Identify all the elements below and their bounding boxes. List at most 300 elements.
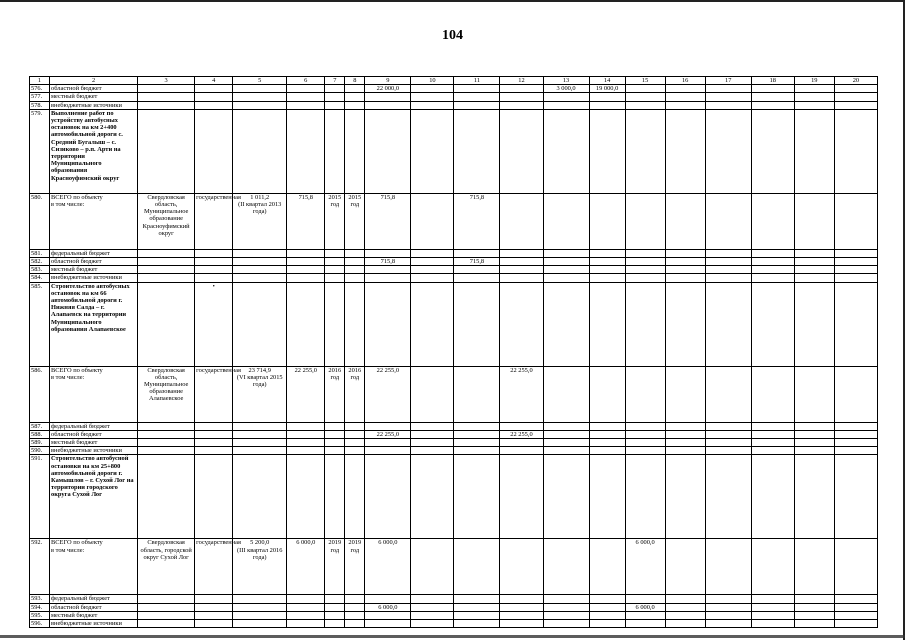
cell-col-17 (705, 455, 751, 539)
cell-col-4 (195, 620, 233, 628)
row-name: местный бюджет (50, 439, 138, 447)
cell-col-19 (794, 266, 834, 274)
row-number: 590. (30, 447, 50, 455)
cell-col-8: 2019 год (345, 539, 365, 595)
cell-col-19 (794, 249, 834, 257)
row-number: 584. (30, 274, 50, 282)
cell-col-11 (454, 101, 500, 109)
cell-col-10 (411, 595, 454, 603)
cell-col-3 (138, 85, 195, 93)
cell-col-17 (705, 422, 751, 430)
cell-col-4: • (195, 282, 233, 366)
cell-col-14 (589, 611, 625, 619)
row-number: 596. (30, 620, 50, 628)
cell-col-4 (195, 266, 233, 274)
cell-col-13 (543, 93, 589, 101)
cell-col-15 (625, 93, 665, 101)
cell-col-16 (665, 109, 705, 193)
cell-col-12 (500, 93, 543, 101)
cell-col-7 (325, 249, 345, 257)
cell-col-6 (287, 109, 325, 193)
cell-col-8 (345, 439, 365, 447)
cell-col-17 (705, 85, 751, 93)
cell-col-18 (751, 274, 794, 282)
cell-col-8 (345, 274, 365, 282)
cell-col-19 (794, 422, 834, 430)
cell-col-8 (345, 595, 365, 603)
cell-col-4 (195, 455, 233, 539)
cell-col-20 (834, 620, 877, 628)
table-row (30, 109, 878, 193)
cell-col-17 (705, 282, 751, 366)
cell-col-8: 2016 год (345, 366, 365, 422)
cell-col-4 (195, 430, 233, 438)
cell-col-16 (665, 366, 705, 422)
cell-col-15: 6 000,0 (625, 603, 665, 611)
cell-col-3 (138, 101, 195, 109)
cell-col-5: 1 011,2 (II квартал 2013 года) (233, 193, 287, 249)
cell-col-12: 22 255,0 (500, 366, 543, 422)
cell-col-20 (834, 101, 877, 109)
cell-col-14 (589, 101, 625, 109)
cell-col-17 (705, 366, 751, 422)
table-row (30, 447, 878, 455)
cell-col-4 (195, 422, 233, 430)
cell-col-19 (794, 447, 834, 455)
cell-col-19 (794, 193, 834, 249)
cell-col-7 (325, 282, 345, 366)
cell-col-3 (138, 258, 195, 266)
cell-col-13 (543, 455, 589, 539)
budget-table (29, 76, 878, 628)
cell-col-19 (794, 611, 834, 619)
cell-col-19 (794, 282, 834, 366)
cell-col-6 (287, 274, 325, 282)
cell-col-17 (705, 193, 751, 249)
column-number: 19 (794, 77, 834, 85)
column-number: 10 (411, 77, 454, 85)
row-number: 594. (30, 603, 50, 611)
cell-col-15 (625, 85, 665, 93)
cell-col-18 (751, 439, 794, 447)
cell-col-9 (365, 93, 411, 101)
cell-col-13: 3 000,0 (543, 85, 589, 93)
row-number: 592. (30, 539, 50, 595)
cell-col-9 (365, 439, 411, 447)
cell-col-12 (500, 249, 543, 257)
cell-col-10 (411, 455, 454, 539)
cell-col-10 (411, 620, 454, 628)
cell-col-16 (665, 193, 705, 249)
column-number: 11 (454, 77, 500, 85)
cell-col-6 (287, 595, 325, 603)
cell-col-14 (589, 274, 625, 282)
row-name: местный бюджет (50, 266, 138, 274)
cell-col-20 (834, 109, 877, 193)
cell-col-5 (233, 595, 287, 603)
cell-col-5 (233, 109, 287, 193)
cell-col-17 (705, 430, 751, 438)
cell-col-14 (589, 439, 625, 447)
table-row (30, 455, 878, 539)
cell-col-13 (543, 603, 589, 611)
cell-col-19 (794, 93, 834, 101)
cell-col-15 (625, 455, 665, 539)
cell-col-4 (195, 447, 233, 455)
cell-col-8 (345, 258, 365, 266)
cell-col-18 (751, 447, 794, 455)
cell-col-16 (665, 455, 705, 539)
row-name: местный бюджет (50, 93, 138, 101)
row-name: федеральный бюджет (50, 595, 138, 603)
cell-col-10 (411, 366, 454, 422)
cell-col-17 (705, 539, 751, 595)
cell-col-15 (625, 430, 665, 438)
cell-col-4 (195, 439, 233, 447)
cell-col-16 (665, 85, 705, 93)
cell-col-11 (454, 266, 500, 274)
row-name: областной бюджет (50, 430, 138, 438)
cell-col-15 (625, 282, 665, 366)
cell-col-4: государственная (195, 539, 233, 595)
cell-col-7 (325, 109, 345, 193)
cell-col-13 (543, 439, 589, 447)
cell-col-7 (325, 266, 345, 274)
cell-col-6 (287, 422, 325, 430)
cell-col-15 (625, 611, 665, 619)
cell-col-19 (794, 430, 834, 438)
cell-col-4 (195, 101, 233, 109)
cell-col-5 (233, 620, 287, 628)
cell-col-5 (233, 274, 287, 282)
row-number: 578. (30, 101, 50, 109)
table-row (30, 539, 878, 595)
cell-col-5 (233, 422, 287, 430)
cell-col-17 (705, 274, 751, 282)
scan-edge-bottom (0, 635, 905, 638)
cell-col-4 (195, 258, 233, 266)
cell-col-7 (325, 455, 345, 539)
cell-col-12 (500, 611, 543, 619)
cell-col-12 (500, 447, 543, 455)
cell-col-4 (195, 109, 233, 193)
cell-col-8 (345, 447, 365, 455)
table-row (30, 258, 878, 266)
cell-col-19 (794, 274, 834, 282)
cell-col-6 (287, 430, 325, 438)
cell-col-8 (345, 266, 365, 274)
table-row (30, 85, 878, 93)
cell-col-9 (365, 611, 411, 619)
cell-col-15 (625, 101, 665, 109)
cell-col-15 (625, 595, 665, 603)
cell-col-10 (411, 101, 454, 109)
table-row (30, 366, 878, 422)
cell-col-20 (834, 366, 877, 422)
cell-col-9 (365, 101, 411, 109)
cell-col-9: 22 255,0 (365, 430, 411, 438)
row-name: федеральный бюджет (50, 422, 138, 430)
cell-col-15 (625, 439, 665, 447)
cell-col-8 (345, 620, 365, 628)
cell-col-11 (454, 603, 500, 611)
row-number: 576. (30, 85, 50, 93)
cell-col-9: 715,8 (365, 258, 411, 266)
table-row (30, 249, 878, 257)
cell-col-17 (705, 109, 751, 193)
cell-col-20 (834, 595, 877, 603)
cell-col-17 (705, 93, 751, 101)
cell-col-18 (751, 258, 794, 266)
column-number: 5 (233, 77, 287, 85)
cell-col-3 (138, 422, 195, 430)
cell-col-19 (794, 620, 834, 628)
cell-col-7 (325, 447, 345, 455)
cell-col-13 (543, 193, 589, 249)
cell-col-10 (411, 258, 454, 266)
table-row (30, 611, 878, 619)
cell-col-14 (589, 539, 625, 595)
cell-col-4 (195, 249, 233, 257)
column-number: 6 (287, 77, 325, 85)
cell-col-11 (454, 539, 500, 595)
cell-col-14 (589, 249, 625, 257)
cell-col-9 (365, 595, 411, 603)
cell-col-13 (543, 611, 589, 619)
row-number: 581. (30, 249, 50, 257)
cell-col-18 (751, 93, 794, 101)
cell-col-18 (751, 539, 794, 595)
cell-col-18 (751, 193, 794, 249)
cell-col-10 (411, 282, 454, 366)
row-name: внебюджетные источники (50, 274, 138, 282)
cell-col-14 (589, 93, 625, 101)
cell-col-10 (411, 430, 454, 438)
cell-col-12 (500, 539, 543, 595)
cell-col-5 (233, 439, 287, 447)
cell-col-12 (500, 603, 543, 611)
cell-col-6 (287, 258, 325, 266)
cell-col-5 (233, 611, 287, 619)
cell-col-19 (794, 101, 834, 109)
cell-col-8 (345, 101, 365, 109)
column-number: 16 (665, 77, 705, 85)
cell-col-3 (138, 611, 195, 619)
cell-col-3 (138, 109, 195, 193)
cell-col-12 (500, 85, 543, 93)
row-number: 577. (30, 93, 50, 101)
cell-col-6 (287, 282, 325, 366)
cell-col-6 (287, 611, 325, 619)
cell-col-6 (287, 603, 325, 611)
cell-col-11 (454, 611, 500, 619)
cell-col-18 (751, 85, 794, 93)
cell-col-7 (325, 620, 345, 628)
cell-col-18 (751, 455, 794, 539)
column-number: 20 (834, 77, 877, 85)
row-name: Строительство автобусных остановок на км 66 автомобильной дороги г. Нижняя Салда – г. Алапаевск на территории Муниципального образования Алапаевское (50, 282, 138, 366)
cell-col-19 (794, 603, 834, 611)
row-number: 580. (30, 193, 50, 249)
cell-col-3 (138, 620, 195, 628)
cell-col-15 (625, 193, 665, 249)
cell-col-10 (411, 249, 454, 257)
cell-col-14 (589, 430, 625, 438)
cell-col-8 (345, 455, 365, 539)
cell-col-11 (454, 439, 500, 447)
cell-col-20 (834, 439, 877, 447)
cell-col-8 (345, 422, 365, 430)
cell-col-11 (454, 282, 500, 366)
table-row (30, 266, 878, 274)
cell-col-12 (500, 193, 543, 249)
cell-col-8 (345, 85, 365, 93)
row-name: ВСЕГО по объекту в том числе: (50, 539, 138, 595)
cell-col-9 (365, 274, 411, 282)
column-number: 8 (345, 77, 365, 85)
cell-col-11 (454, 274, 500, 282)
cell-col-10 (411, 85, 454, 93)
cell-col-5 (233, 249, 287, 257)
cell-col-3 (138, 274, 195, 282)
cell-col-12: 22 255,0 (500, 430, 543, 438)
cell-col-3 (138, 266, 195, 274)
row-number: 582. (30, 258, 50, 266)
column-number: 14 (589, 77, 625, 85)
cell-col-7 (325, 422, 345, 430)
cell-col-20 (834, 430, 877, 438)
cell-col-16 (665, 258, 705, 266)
cell-col-6 (287, 249, 325, 257)
cell-col-14 (589, 258, 625, 266)
cell-col-5 (233, 101, 287, 109)
cell-col-5 (233, 430, 287, 438)
column-number-row (30, 77, 878, 85)
cell-col-9 (365, 455, 411, 539)
column-number: 3 (138, 77, 195, 85)
cell-col-19 (794, 366, 834, 422)
cell-col-7 (325, 274, 345, 282)
column-number: 15 (625, 77, 665, 85)
cell-col-10 (411, 439, 454, 447)
cell-col-19 (794, 85, 834, 93)
cell-col-6 (287, 439, 325, 447)
cell-col-6: 22 255,0 (287, 366, 325, 422)
row-name: областной бюджет (50, 258, 138, 266)
cell-col-9: 6 000,0 (365, 539, 411, 595)
cell-col-5 (233, 266, 287, 274)
cell-col-20 (834, 85, 877, 93)
page-border-top (0, 0, 905, 2)
cell-col-18 (751, 620, 794, 628)
cell-col-7 (325, 258, 345, 266)
cell-col-8 (345, 109, 365, 193)
cell-col-11 (454, 109, 500, 193)
cell-col-7 (325, 85, 345, 93)
cell-col-8: 2015 год (345, 193, 365, 249)
cell-col-20 (834, 539, 877, 595)
cell-col-10 (411, 193, 454, 249)
cell-col-14 (589, 620, 625, 628)
cell-col-10 (411, 109, 454, 193)
cell-col-16 (665, 430, 705, 438)
cell-col-13 (543, 282, 589, 366)
cell-col-17 (705, 603, 751, 611)
cell-col-11 (454, 93, 500, 101)
row-number: 586. (30, 366, 50, 422)
cell-col-20 (834, 249, 877, 257)
cell-col-11 (454, 85, 500, 93)
cell-col-5 (233, 258, 287, 266)
cell-col-15 (625, 447, 665, 455)
cell-col-3 (138, 455, 195, 539)
row-name: областной бюджет (50, 85, 138, 93)
cell-col-18 (751, 282, 794, 366)
cell-col-20 (834, 282, 877, 366)
cell-col-9 (365, 422, 411, 430)
row-number: 585. (30, 282, 50, 366)
cell-col-8 (345, 603, 365, 611)
column-number: 4 (195, 77, 233, 85)
cell-col-12 (500, 595, 543, 603)
cell-col-6 (287, 447, 325, 455)
cell-col-20 (834, 266, 877, 274)
column-number: 9 (365, 77, 411, 85)
cell-col-10 (411, 274, 454, 282)
cell-col-4 (195, 595, 233, 603)
cell-col-20 (834, 193, 877, 249)
cell-col-12 (500, 101, 543, 109)
cell-col-4 (195, 85, 233, 93)
column-number: 18 (751, 77, 794, 85)
cell-col-15 (625, 249, 665, 257)
cell-col-14 (589, 193, 625, 249)
cell-col-20 (834, 422, 877, 430)
cell-col-13 (543, 274, 589, 282)
cell-col-11 (454, 455, 500, 539)
table-row (30, 93, 878, 101)
cell-col-3 (138, 447, 195, 455)
cell-col-13 (543, 447, 589, 455)
cell-col-11 (454, 430, 500, 438)
cell-col-18 (751, 611, 794, 619)
cell-col-9 (365, 266, 411, 274)
cell-col-16 (665, 266, 705, 274)
cell-col-12 (500, 258, 543, 266)
cell-col-11 (454, 620, 500, 628)
column-number: 2 (50, 77, 138, 85)
cell-col-17 (705, 595, 751, 603)
cell-col-16 (665, 93, 705, 101)
table-row (30, 193, 878, 249)
cell-col-10 (411, 603, 454, 611)
table-row (30, 274, 878, 282)
cell-col-11: 715,8 (454, 193, 500, 249)
cell-col-15 (625, 258, 665, 266)
cell-col-7: 2016 год (325, 366, 345, 422)
cell-col-14 (589, 603, 625, 611)
cell-col-9: 22 000,0 (365, 85, 411, 93)
cell-col-6 (287, 455, 325, 539)
cell-col-14 (589, 422, 625, 430)
cell-col-12 (500, 422, 543, 430)
cell-col-15 (625, 620, 665, 628)
row-number: 589. (30, 439, 50, 447)
cell-col-12 (500, 439, 543, 447)
row-name: Выполнение работ по устройству автобусных остановок на км 2+400 автомобильной дороги с. Средний Бугалыш – с. Сизиково – р.п. Арти на территории Муниципального образования Красноуфимский округ (50, 109, 138, 193)
cell-col-5 (233, 85, 287, 93)
cell-col-8 (345, 430, 365, 438)
